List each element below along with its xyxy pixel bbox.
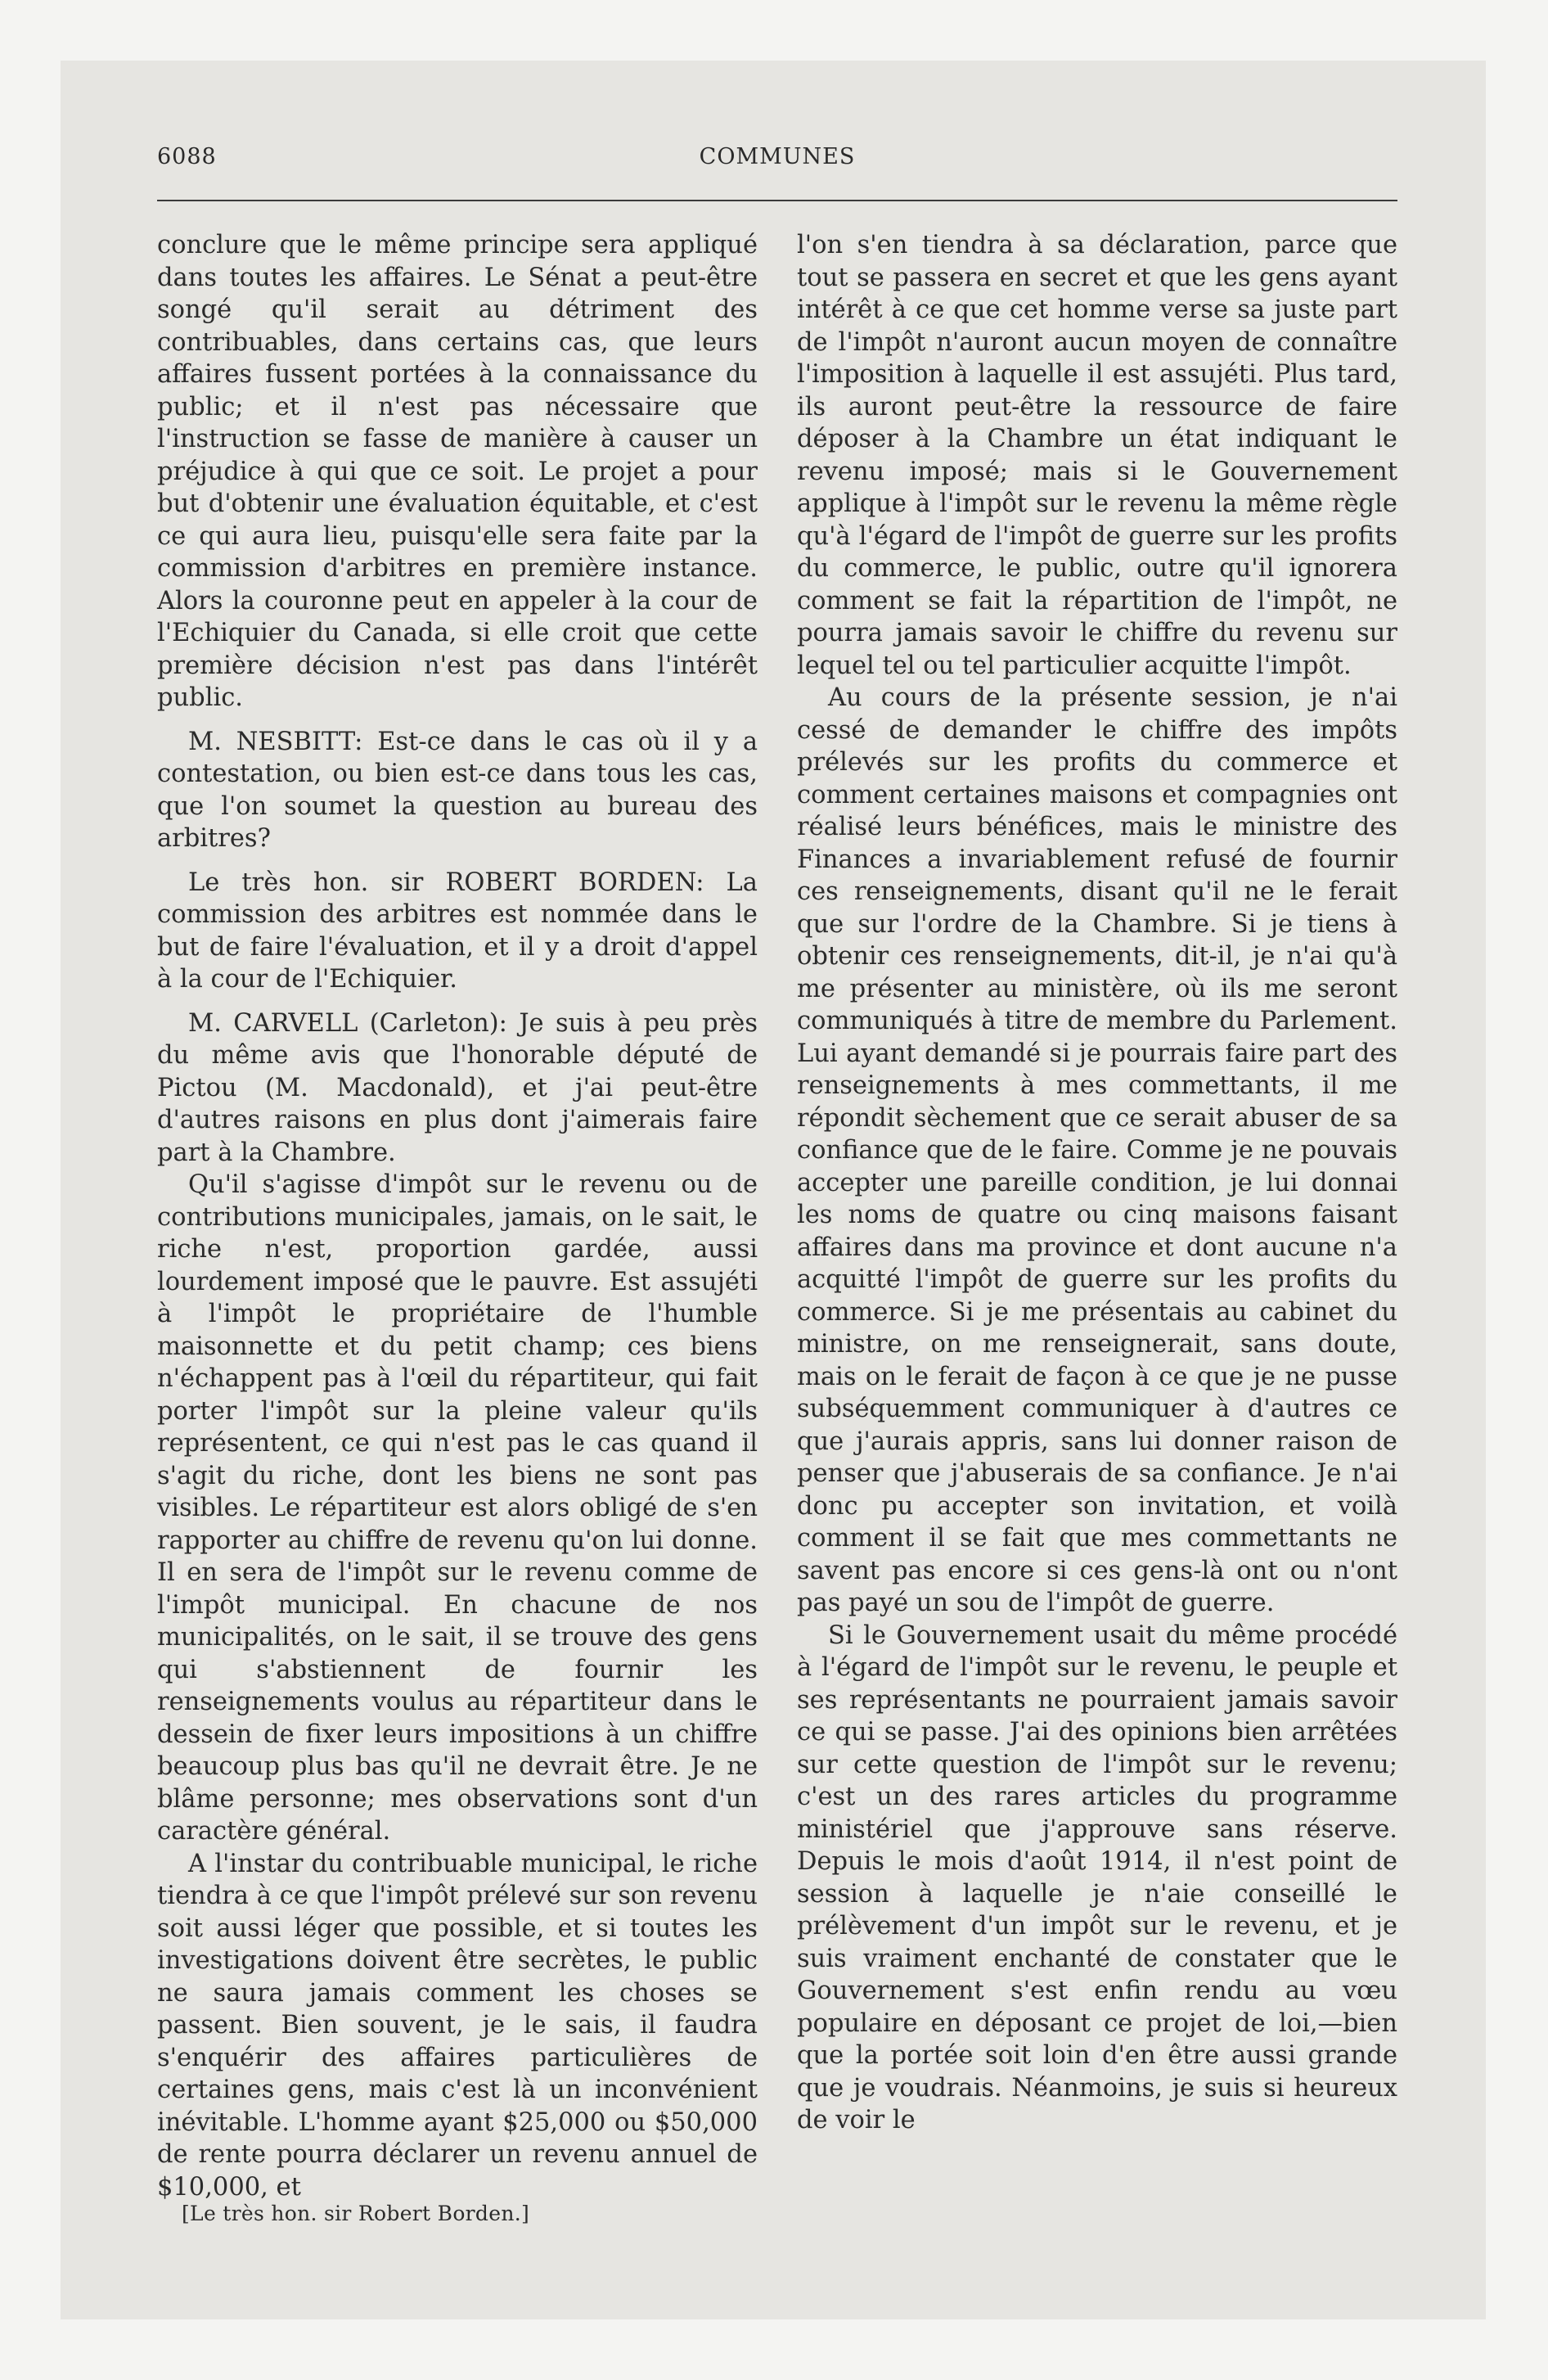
paragraph-text: La commission des arbitres est nommée dans le but de faire l'évaluation, et il y a droit d'appel à la cour de l'Echiquier. xyxy=(157,868,758,994)
paragraph-text: Si le Gouvernement usait du même procédé à l'égard de l'impôt sur le revenu, le peuple et ses représentants ne pourraient jamais savoir ce qui se passe. J'ai des opinions bien arrêtées sur cette question de l'impôt sur le revenu; c'est un des rares articles du programme ministériel que j'approuve sans réserve. Depuis le mois d'août 1914, il n'est point de session à laquelle je n'aie conseillé le prélèvement d'un impôt sur le revenu, et je suis vraiment enchanté de constater que le Gouvernement s'est enfin rendu au vœu populaire en déposant ce projet de loi,—bien que la portée soit loin d'en être aussi grande que je voudrais. Néanmoins, je suis si heureux de voir le xyxy=(797,1620,1397,2134)
speaker-name: M. NESBITT: xyxy=(188,727,363,756)
footer-credit: [Le très hon. sir Robert Borden.] xyxy=(182,2202,530,2225)
speaker-name: Le très hon. sir ROBERT BORDEN: xyxy=(188,868,704,897)
continued-paragraph xyxy=(797,229,1397,682)
paragraph-text: Au cours de la présente session, je n'ai cessé de demander le chiffre des impôts prélevés sur les profits du commerce et comment certaines maisons et compagnies ont réalisé leurs bénéfices, mais le ministre des Finances a invariablement refusé de fournir ces renseignements, disant qu'il ne le ferait que sur l'ordre de la Chambre. Si je tiens à obtenir ces renseignements, dit-il, je n'ai qu'à me présenter au ministère, où ils me seront communiqués à titre de membre du Parlement. Lui ayant demandé si je pourrais faire part des renseignements à mes commettants, il me répondit sèchement que ce serait abuser de sa confiance que de le faire. Comme je ne pouvais accepter une pareille condition, je lui donnai les noms de quatre ou cinq maisons faisant affaires dans ma province et dont aucune n'a acquitté l'impôt de guerre sur les profits du commerce. Si je me présentais au cabinet du ministre, on me renseignerait, sans doute, mais on le ferait de façon à ce que je ne pusse subséquemment communiquer à d'autres ce que j'aurais appris, sans lui donner raison de penser que j'abuserais de sa confiance. Je n'ai donc pu accepter son invitation, et voilà comment il se fait que mes commettants ne savent pas encore si ces gens-là ont ou n'ont pas payé un sou de l'impôt de guerre. xyxy=(797,683,1397,1617)
running-head xyxy=(157,144,1397,177)
paragraph-text: Qu'il s'agisse d'impôt sur le revenu ou de contributions municipales, jamais, on le sait, le riche n'est, proportion gardée, aussi lourdement imposé que le pauvre. Est assujéti à l'impôt le propriétaire de l'humble maisonnette et du petit champ; ces biens n'échappent pas à l'œil du répartiteur, qui fait porter l'impôt sur la pleine valeur qu'ils représentent, ce qui n'est pas le cas quand il s'agit du riche, dont les biens ne sont pas visibles. Le répartiteur est alors obligé de s'en rapporter au chiffre de revenu qu'on lui donne. Il en sera de l'impôt sur le revenu comme de l'impôt municipal. En chacune de nos municipalités, on le sait, il se trouve des gens qui s'abstiennent de fournir les renseignements voulus au répartiteur dans le dessein de fixer leurs impositions à un chiffre beaucoup plus bas qu'il ne devrait être. Je ne blâme personne; mes observations sont d'un caractère général. xyxy=(157,1170,758,1846)
continued-paragraph xyxy=(157,229,758,714)
paragraph xyxy=(797,682,1397,1620)
speaker-name: M. CARVELL (Carleton): xyxy=(188,1008,507,1038)
speaker-paragraph xyxy=(157,1007,758,1170)
page-heading: COMMUNES xyxy=(699,144,856,169)
header-rule xyxy=(157,200,1397,201)
page-number: 6088 xyxy=(157,144,217,169)
paragraph xyxy=(157,1169,758,1848)
paragraph-text: A l'instar du contribuable municipal, le riche tiendra à ce que l'impôt prélevé sur son revenu soit aussi léger que possible, et si toutes les investigations doivent être secrètes, le public ne saura jamais comment les choses se passent. Bien souvent, je le sais, il faudra s'enquérir des affaires particulières de certaines gens, mais c'est là un inconvénient inévitable. L'homme ayant $25,000 ou $50,000 de rente pourra déclarer un revenu annuel de $10,000, et xyxy=(157,1849,758,2202)
paragraph xyxy=(797,1620,1397,2137)
left-column xyxy=(157,229,758,2203)
paragraph-text: Est-ce dans le cas où il y a contestation, ou bien est-ce dans tous les cas, que l'on soumet la question au bureau des arbitres? xyxy=(157,727,758,853)
paragraph xyxy=(157,1848,758,2204)
paragraph-text: conclure que le même principe sera appliqué dans toutes les affaires. Le Sénat a peut-être songé qu'il serait au détriment des contribuables, dans certains cas, que leurs affaires fussent portées à la connaissance du public; et il n'est pas nécessaire que l'instruction se fasse de manière à causer un préjudice à qui que ce soit. Le projet a pour but d'obtenir une évaluation équitable, et c'est ce qui aura lieu, puisqu'elle sera faite par la commission d'arbitres en première instance. Alors la couronne peut en appeler à la cour de l'Echiquier du Canada, si elle croit que cette première décision n'est pas dans l'intérêt public. xyxy=(157,231,758,712)
speaker-paragraph xyxy=(157,726,758,855)
paragraph-text: Je suis à peu près du même avis que l'honorable député de Pictou (M. Macdonald), et j'ai peut-être d'autres raisons en plus dont j'aimerais faire part à la Chambre. xyxy=(157,1008,758,1167)
right-column xyxy=(797,229,1397,2137)
speaker-paragraph xyxy=(157,867,758,996)
paragraph-text: l'on s'en tiendra à sa déclaration, parce que tout se passera en secret et que les gens ayant intérêt à ce que cet homme verse sa juste part de l'impôt n'auront aucun moyen de connaître l'imposition à laquelle il est assujéti. Plus tard, ils auront peut-être la ressource de faire déposer à la Chambre un état indiquant le revenu imposé; mais si le Gouvernement applique à l'impôt sur le revenu la même règle qu'à l'égard de l'impôt de guerre sur les profits du commerce, le public, outre qu'il ignorera comment se fait la répartition de l'impôt, ne pourra jamais savoir le chiffre du revenu sur lequel tel ou tel particulier acquitte l'impôt. xyxy=(797,231,1397,680)
